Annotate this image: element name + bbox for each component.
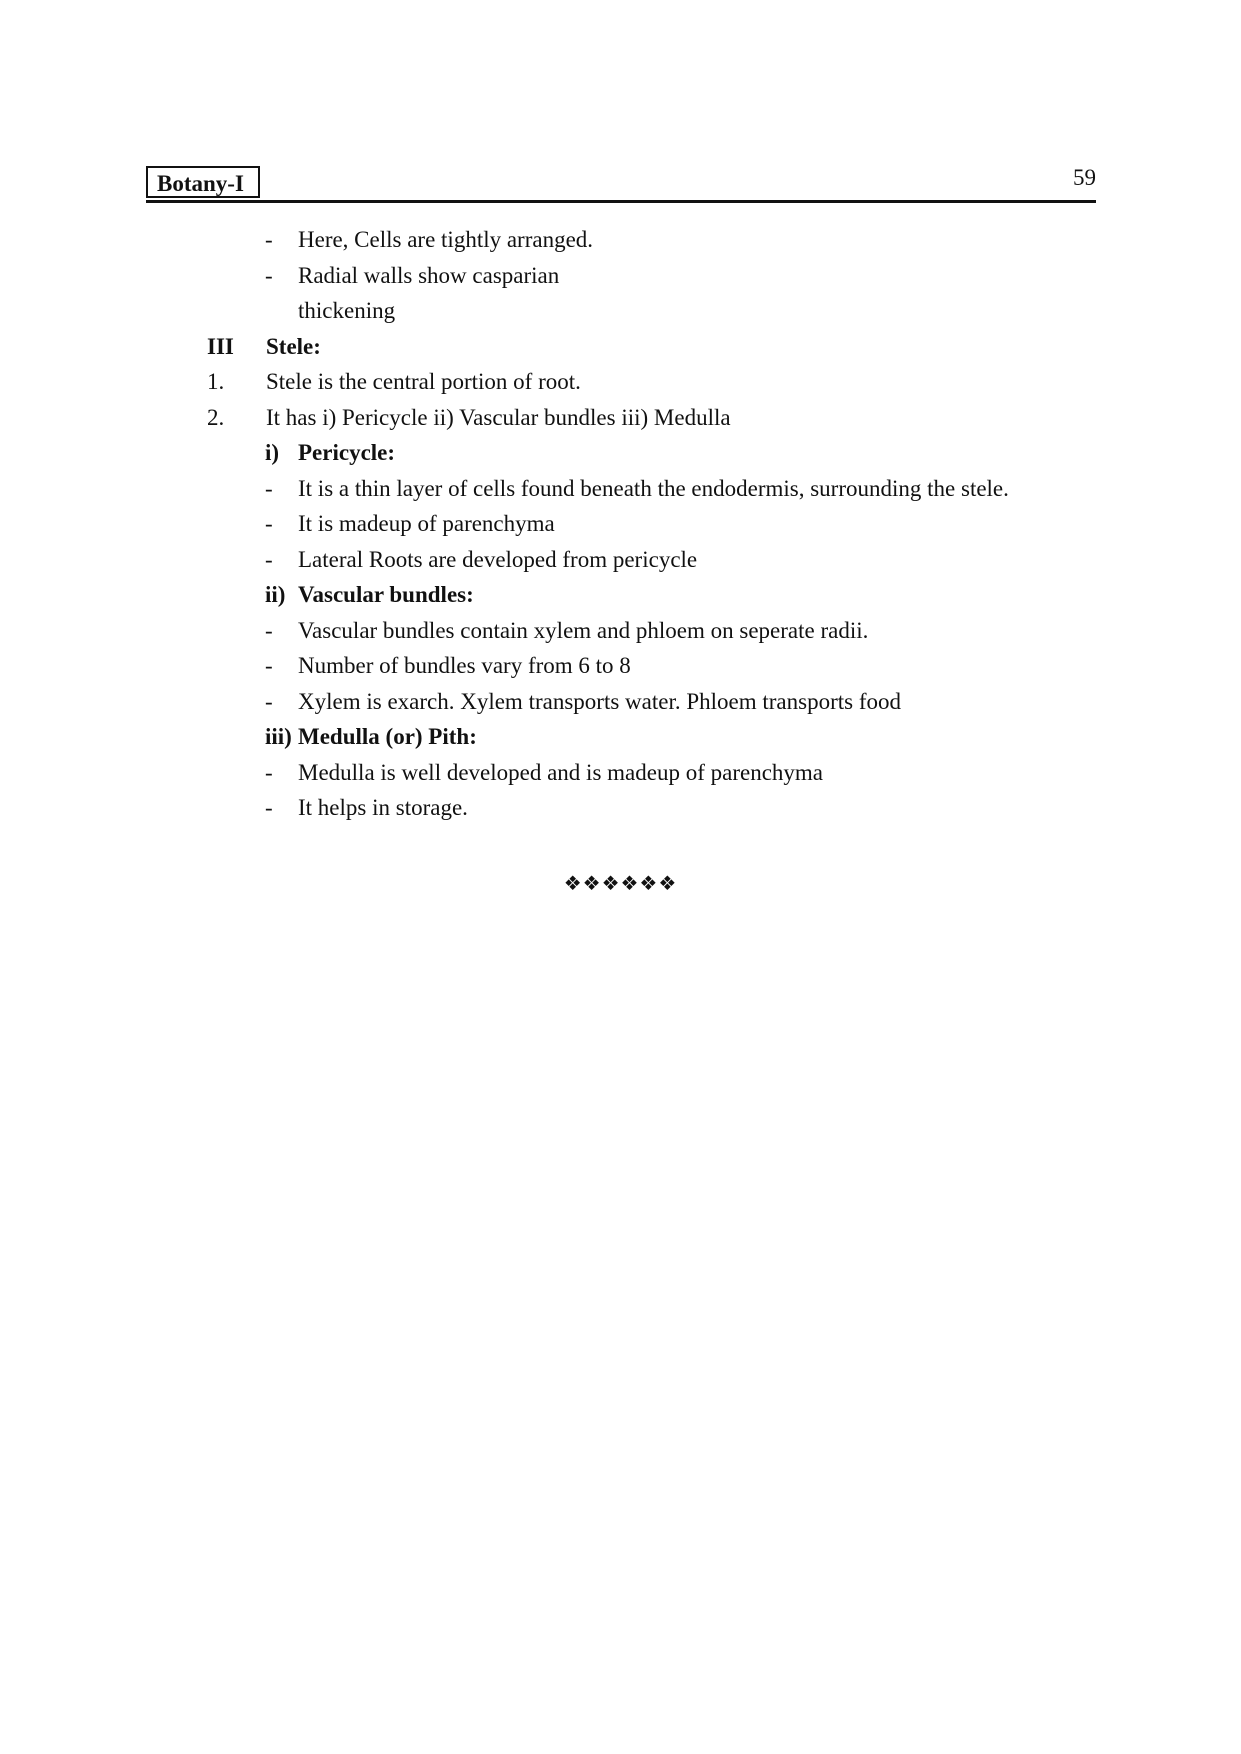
bullet-dash: - [265, 546, 273, 572]
list-item-text: It is madeup of parenchyma [298, 511, 555, 536]
list-item [0, 648, 1241, 684]
bullet-dash: - [265, 475, 273, 501]
bullet-dash: - [265, 795, 273, 820]
numbered-item [0, 364, 1241, 400]
list-item-text: It is a thin layer of cells found beneath the endodermis, surrounding the stele. [298, 475, 1009, 501]
list-item-text: Radial walls show casparian [298, 262, 560, 288]
list-item-text: Lateral Roots are developed from pericycle [298, 546, 698, 572]
bullet-dash: - [265, 688, 273, 714]
bullet-dash: - [265, 227, 273, 252]
page-number: 59 [1073, 165, 1096, 190]
list-item [0, 613, 1241, 649]
section-numeral: III [207, 333, 234, 359]
subheading-title: Pericycle: [298, 440, 396, 465]
list-item [0, 471, 1241, 507]
subheading-label: ii) [265, 582, 286, 607]
section-title: Stele: [266, 333, 321, 359]
bullet-dash: - [265, 262, 273, 288]
list-item-continuation [0, 293, 1241, 329]
subheading-title: Medulla (or) Pith: [298, 724, 477, 749]
subheading-label: iii) [265, 724, 292, 749]
subheading-pericycle [0, 435, 1241, 471]
item-number: 1. [207, 369, 225, 394]
list-item [0, 755, 1241, 791]
list-item [0, 222, 1241, 258]
bullet-dash: - [265, 617, 273, 643]
header-rule [146, 200, 1096, 203]
subject-title: Botany-I [146, 166, 260, 198]
item-text: It has i) Pericycle ii) Vascular bundles iii) Medulla [266, 404, 731, 430]
list-item-text: Number of bundles vary from 6 to 8 [298, 653, 631, 678]
list-item [0, 790, 1241, 826]
list-item-text: Xylem is exarch. Xylem transports water. Phloem transports food [298, 688, 901, 714]
bullet-dash: - [265, 653, 273, 678]
numbered-item [0, 400, 1241, 436]
section-heading [0, 329, 1241, 365]
subheading-vascular-bundles [0, 577, 1241, 613]
subheading-medulla [0, 719, 1241, 755]
end-ornament: ❖❖❖❖❖❖ [563, 871, 678, 895]
item-number: 2. [207, 404, 225, 430]
bullet-dash: - [265, 759, 273, 785]
subheading-title: Vascular bundles: [298, 582, 474, 607]
list-item [0, 258, 1241, 294]
list-item-text: It helps in storage. [298, 795, 468, 820]
bullet-dash: - [265, 511, 273, 536]
page-content [0, 222, 1241, 826]
list-item [0, 542, 1241, 578]
list-item-text: Medulla is well developed and is madeup of parenchyma [298, 759, 824, 785]
list-item [0, 506, 1241, 542]
list-item-text: Vascular bundles contain xylem and phloem on seperate radii. [298, 617, 869, 643]
page-header [146, 166, 1096, 202]
list-item [0, 684, 1241, 720]
list-item-text: thickening [298, 298, 396, 323]
list-item-text: Here, Cells are tightly arranged. [298, 227, 594, 252]
subheading-label: i) [265, 440, 280, 465]
item-text: Stele is the central portion of root. [266, 369, 581, 394]
